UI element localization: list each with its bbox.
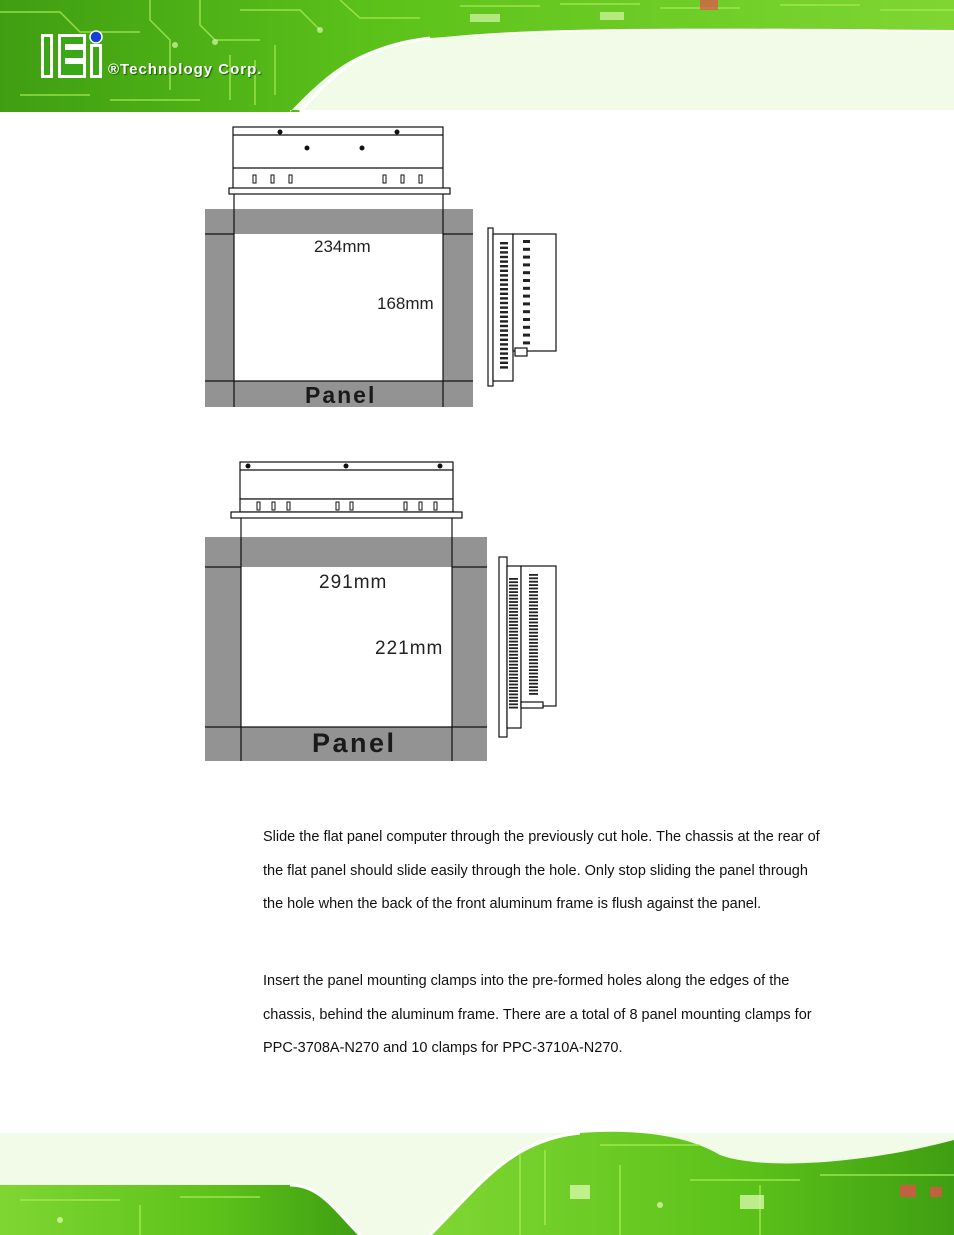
brand-name: ®Technology Corp. <box>108 61 263 78</box>
cutout-height-label-1: 168mm <box>377 294 434 313</box>
instruction-paragraph-1: Slide the flat panel computer through the previously cut hole. The chassis at the rear of the flat panel should slide easily through the hole. Only stop sliding the panel through the hole when the back of the front aluminum frame is flush against the panel. <box>263 829 820 912</box>
instruction-paragraph-2: Insert the panel mounting clamps into the pre-formed holes along the edges of the chassis, behind the aluminum frame. There are a total of 8 panel mounting clamps for PPC-3708A-N270 and 10 clamps for PPC-3710A-N270. <box>263 973 812 1056</box>
panel-label-2: Panel <box>312 728 397 758</box>
footer-banner <box>0 1125 954 1235</box>
cutout-width-label-2: 291mm <box>319 572 388 593</box>
side-view-chassis-2 <box>499 557 556 737</box>
top-view-chassis-2 <box>231 462 462 518</box>
panel-label-1: Panel <box>305 382 377 408</box>
cutout-width-label-1: 234mm <box>314 237 371 256</box>
cutout-height-label-2: 221mm <box>375 638 444 659</box>
